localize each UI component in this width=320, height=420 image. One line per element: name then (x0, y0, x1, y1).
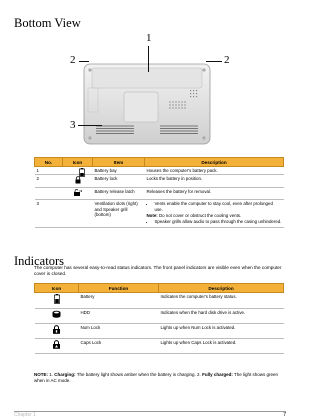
row-description: Lights up when Caps Lock is activated. (159, 339, 284, 354)
charging-label: Charging: (54, 372, 76, 377)
battery-icon (54, 294, 60, 304)
icon-cell (35, 309, 79, 324)
row-description: Indicates the computer's battery status. (159, 293, 284, 309)
callout-line-2-left (79, 61, 89, 62)
callout-line-3 (78, 125, 102, 126)
icon-cell (63, 175, 93, 187)
callout-3: 3 (70, 119, 76, 131)
col-header-item: Item (93, 158, 145, 167)
battery-icon (79, 168, 85, 177)
col-header-function: Function (79, 284, 159, 293)
hdd-icon (52, 310, 61, 319)
indicators-intro: The computer has several easy-to-read status indicators. The front panel indicators are visible even when the computer cover is closed. (34, 265, 282, 277)
fully-charged-label: Fully charged: (202, 372, 233, 377)
col-header-description: Description (145, 158, 284, 167)
callout-line-1 (148, 46, 149, 72)
footer-chapter: Chapter 1 (14, 412, 36, 418)
col-header-no: No. (35, 158, 63, 167)
section-heading-indicators: Indicators (14, 254, 64, 268)
footer-divider (14, 411, 286, 412)
bottom-view-table (34, 157, 284, 228)
table-row (35, 187, 284, 199)
charging-text: The battery light shows amber when the battery is charging. (76, 372, 196, 377)
row-item: Ventilation slots (right) and Speaker grill (bottom) (93, 200, 145, 228)
icon-cell (63, 167, 93, 175)
row-number: 2 (35, 175, 63, 187)
callout-2-right: 2 (224, 54, 230, 66)
table-row (35, 200, 284, 228)
row-item: Battery lock (93, 175, 145, 187)
bullet-text: • Speaker grills allow audio to pass through the casing unhindered. (155, 219, 282, 224)
row-description: Indicates when the hard disk drive is active. (159, 309, 284, 324)
row-number (35, 187, 63, 199)
row-function: HDD (79, 309, 159, 324)
icon-cell (35, 339, 79, 354)
icon-cell (35, 293, 79, 309)
table-row (35, 309, 284, 324)
icon-cell (63, 200, 93, 228)
table-row (35, 339, 284, 354)
row-description: Locks the battery in position. (145, 175, 284, 187)
callout-2-left: 2 (70, 54, 76, 66)
cooling-note (147, 213, 282, 218)
row-function: Num Lock (79, 324, 159, 339)
row-number: 1 (35, 167, 63, 175)
fully-charged-text: The light shows green when in AC mode. (34, 372, 279, 383)
row-description (145, 200, 284, 228)
row-item: Battery bay (93, 167, 145, 175)
lock-icon (75, 176, 81, 184)
callout-1: 1 (146, 32, 152, 44)
note-item-number: 2. (197, 372, 201, 377)
row-function: Battery (79, 293, 159, 309)
note-text: Do not cover or obstruct the cooling vents. (158, 213, 242, 219)
row-function: Caps Lock (79, 339, 159, 354)
col-header-icon: Icon (63, 158, 93, 167)
section-heading-bottom-view: Bottom View (14, 16, 81, 30)
note-label: Note: (146, 213, 158, 219)
row-description: Houses the computer's battery pack. (145, 167, 284, 175)
icon-cell (63, 187, 93, 199)
release-latch-icon (73, 189, 83, 197)
note-label: NOTE: (34, 372, 48, 377)
indicators-note (34, 372, 286, 384)
page-number: 7 (283, 412, 286, 418)
callout-line-2-right (206, 61, 222, 62)
table-row (35, 175, 284, 187)
row-item: Battery release latch (93, 187, 145, 199)
col-header-icon: Icon (35, 284, 79, 293)
num-lock-icon (52, 325, 61, 334)
indicators-table (34, 283, 284, 354)
row-description: Lights up when Num Lock is activated. (159, 324, 284, 339)
row-description: Releases the battery for removal. (145, 187, 284, 199)
icon-cell (35, 324, 79, 339)
note-item-number: 1. (49, 372, 54, 377)
bullet-text: • Vents enable the computer to stay cool, even after prolonged use. (155, 201, 282, 212)
col-header-description: Description (159, 284, 284, 293)
table-row (35, 167, 284, 175)
table-row (35, 324, 284, 339)
row-number: 3 (35, 200, 63, 228)
table-row (35, 293, 284, 309)
caps-lock-icon (52, 340, 61, 349)
laptop-bottom-illustration (82, 62, 212, 146)
